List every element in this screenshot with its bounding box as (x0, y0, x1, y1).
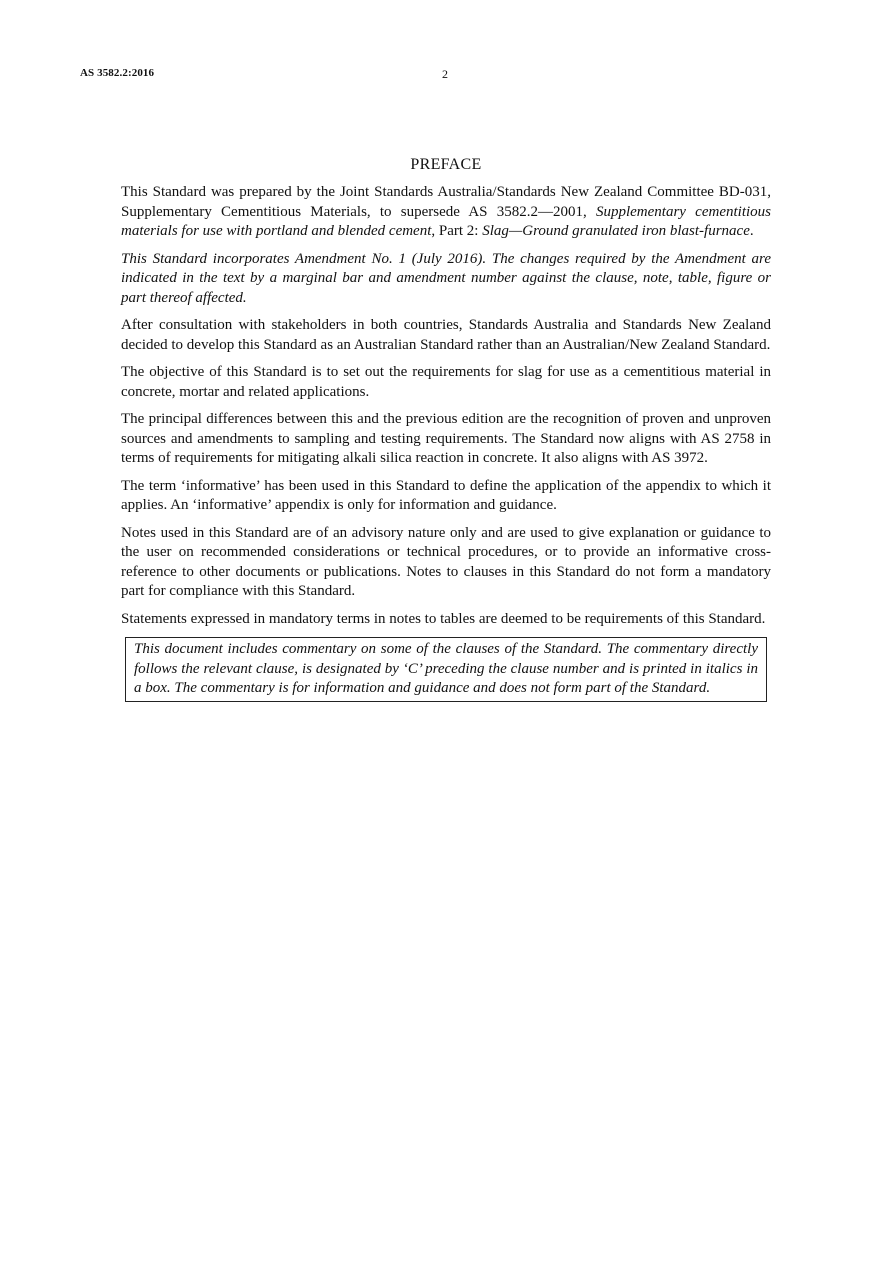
paragraph-amendment-note: This Standard incorporates Amendment No. 1 (July 2016). The changes required by the Amendment are indicated in the text by a marginal bar and amendment number against the clause, note, table, figure or part thereof affected. (121, 250, 771, 306)
paragraph-differences: The principal differences between this and the previous edition are the recognition of proven and unproven sources and amendments to sampling and testing requirements. The Standard now aligns with AS 2758 in terms of requirements for mitigating alkali silica reaction in concrete. It also aligns with AS 3972. (121, 411, 771, 466)
paragraph-notes: Notes used in this Standard are of an advisory nature only and are used to give explanation or guidance to the user on recommended considerations or technical procedures, or to provide an informative cross-reference to other documents or publications. Notes to clauses in this Standard do not form a mandatory part for compliance with this Standard. (121, 524, 771, 599)
paragraph-text: , Part 2: (431, 223, 483, 239)
preface-section (121, 156, 771, 702)
paragraph-prepared-by (121, 183, 771, 242)
paragraph-informative: The term ‘informative’ has been used in this Standard to define the application of the appendix to which it applies. An ‘informative’ appendix is only for information and guidance. (121, 477, 771, 513)
paragraph-mandatory-statements: Statements expressed in mandatory terms in notes to tables are deemed to be requirements of this Standard. (121, 610, 766, 627)
superseded-title: Supplementary cementitious materials for use with portland and blended cement (121, 203, 771, 239)
document-id: AS 3582.2:2016 (80, 67, 155, 79)
page-number: 2 (442, 67, 448, 81)
page-header (80, 67, 812, 83)
preface-heading: PREFACE (410, 156, 482, 173)
paragraph-consultation: After consultation with stakeholders in both countries, Standards Australia and Standards New Zealand decided to develop this Standard as an Australian Standard rather than an Australian/New Zealand Standard. (121, 317, 771, 353)
paragraph-text: . (749, 223, 754, 239)
paragraph-text: This Standard was prepared by the Joint Standards Australia/Standards New Zealand Committee BD-031, Supplementary Cementitious Materials, to supersede AS 3582.2—2001, (121, 184, 771, 220)
superseded-part-title: Slag—Ground granulated iron blast-furnace (482, 223, 750, 239)
paragraph-objective: The objective of this Standard is to set out the requirements for slag for use as a cementitious material in concrete, mortar and related applications. (121, 364, 771, 400)
commentary-box: This document includes commentary on some of the clauses of the Standard. The commentary directly follows the relevant clause, is designated by ‘C’ preceding the clause number and is printed in italics in a box. The commentary is for information and guidance and does not form part of the Standard. (125, 637, 767, 702)
